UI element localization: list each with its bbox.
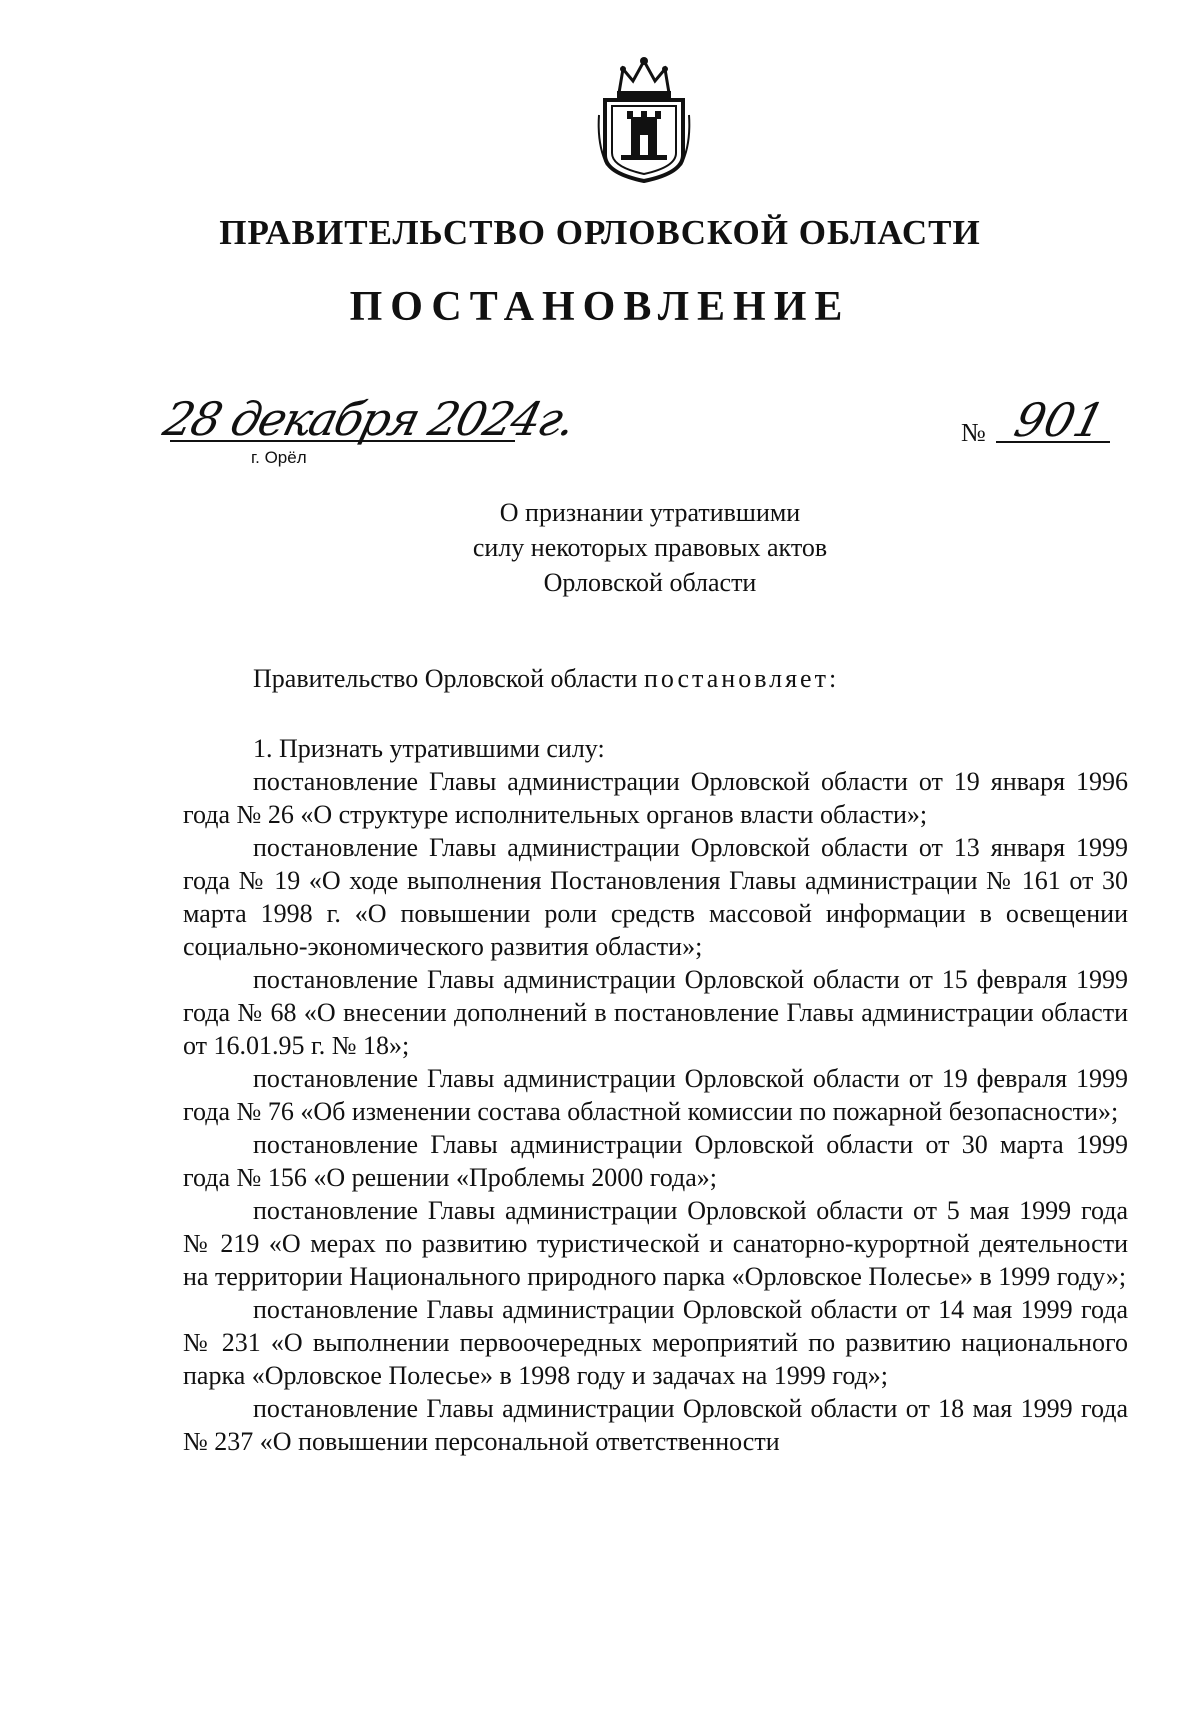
preamble	[253, 664, 839, 694]
document-body	[183, 732, 1128, 1458]
date-underline	[170, 440, 515, 442]
document-subject	[0, 495, 1200, 600]
body-paragraph: постановление Главы администрации Орловской области от 14 мая 1999 года № 231 «О выполнении первоочередных мероприятий по развитию национального парка «Орловское Полесье» в 1998 году и задачах на 1999 год»;	[183, 1295, 1128, 1390]
city-label: г. Орёл	[251, 448, 307, 467]
handwritten-number: 901	[1009, 393, 1111, 447]
subject-line: силу некоторых правовых актов	[472, 533, 828, 562]
handwritten-date: 28 декабря 2024г.	[158, 392, 580, 446]
body-paragraph: постановление Главы администрации Орловской области от 19 февраля 1999 года № 76 «Об изменении состава областной комиссии по пожарной безопасности»;	[183, 1064, 1128, 1126]
body-paragraph: постановление Главы администрации Орловской области от 30 марта 1999 года № 156 «О решении «Проблемы 2000 года»;	[183, 1130, 1128, 1192]
number-label: №	[961, 418, 986, 447]
body-paragraph: постановление Главы администрации Орловской области от 5 мая 1999 года № 219 «О мерах по развитию туристической и санаторно-курортной деятельности на территории Национального природного парка «Орловское Полесье» в 1999 году»;	[183, 1196, 1128, 1291]
item-heading: 1. Признать утратившими силу:	[253, 734, 605, 763]
coat-of-arms-icon	[597, 55, 691, 185]
preamble-text: Правительство Орловской области	[253, 664, 638, 693]
number-underline	[996, 441, 1110, 443]
subject-line: Орловской области	[543, 568, 757, 597]
body-paragraph: постановление Главы администрации Орловской области от 15 февраля 1999 года № 68 «О внесении дополнений в постановление Главы администрации области от 16.01.95 г. № 18»;	[183, 965, 1128, 1060]
subject-line: О признании утратившими	[499, 498, 801, 527]
body-paragraph: постановление Главы администрации Орловской области от 19 января 1996 года № 26 «О структуре исполнительных органов власти области»;	[183, 767, 1128, 829]
organization-title: ПРАВИТЕЛЬСТВО ОРЛОВСКОЙ ОБЛАСТИ	[219, 213, 981, 252]
body-paragraph: постановление Главы администрации Орловской области от 18 мая 1999 года № 237 «О повышении персональной ответственности	[183, 1394, 1128, 1456]
preamble-action: постановляет:	[643, 664, 840, 693]
document-type-heading: ПОСТАНОВЛЕНИЕ	[349, 284, 851, 330]
body-paragraph: постановление Главы администрации Орловской области от 13 января 1999 года № 19 «О ходе выполнения Постановления Главы администрации № 161 от 30 марта 1998 г. «О повышении роли средств массовой информации в освещении социально-экономического развития области»;	[183, 833, 1128, 961]
